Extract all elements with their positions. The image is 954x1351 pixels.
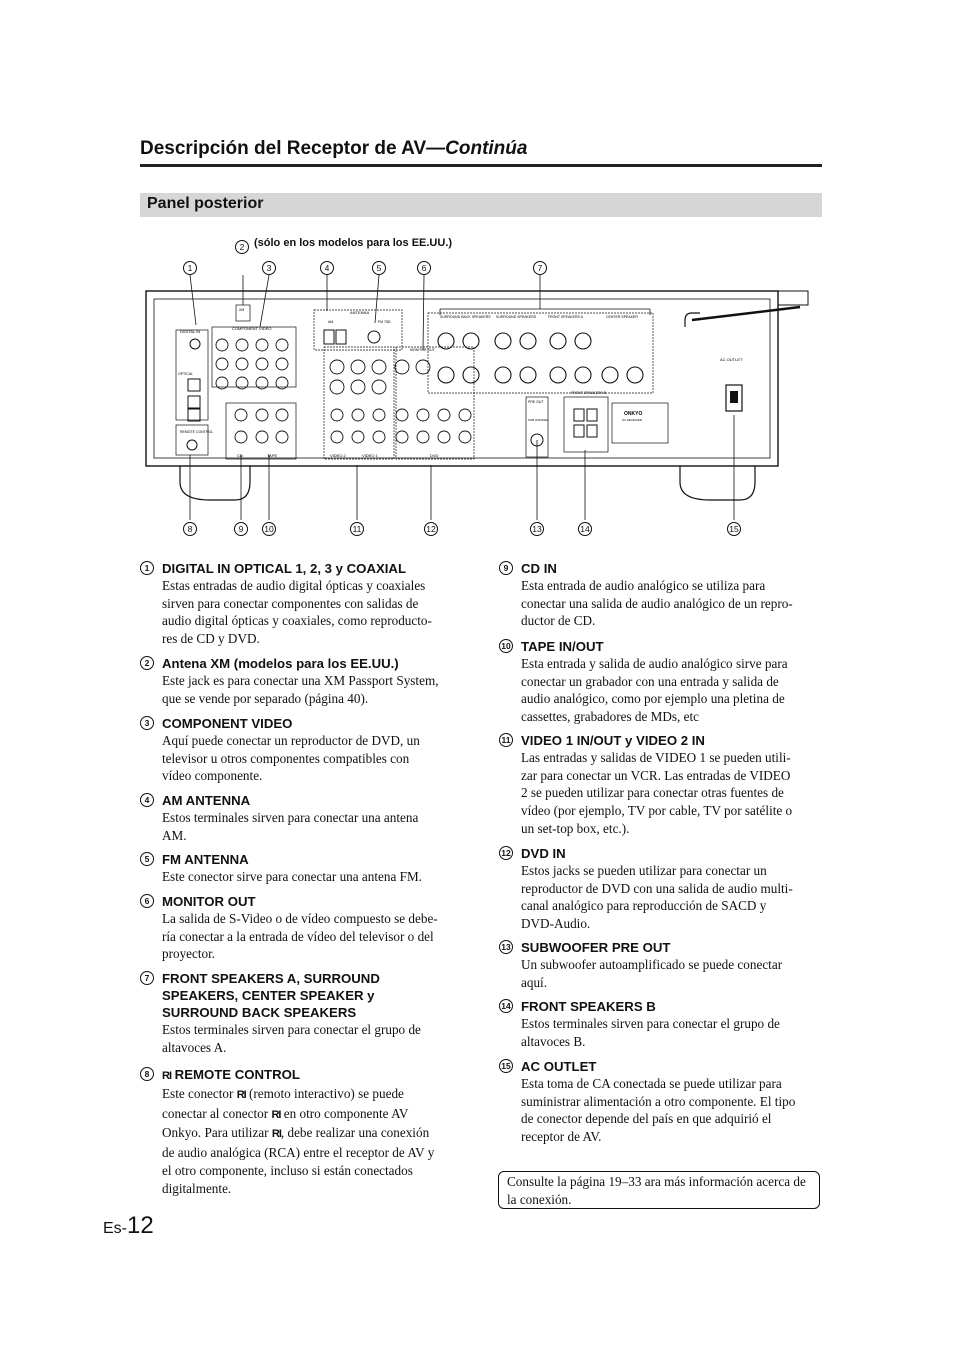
item-heading: AM ANTENNA — [162, 793, 251, 808]
label-monitor-out: MONITOR OUT — [410, 348, 435, 352]
callout-2-top: 2 — [235, 240, 249, 254]
label-surround-speakers: SURROUND SPEAKERS — [496, 315, 537, 319]
item-heading: FRONT SPEAKERS B — [521, 999, 656, 1014]
page-header-title — [140, 138, 527, 160]
item-num: 13 — [499, 940, 513, 954]
callout-8: 8 — [183, 522, 197, 536]
label-antenna: ANTENNA — [350, 310, 370, 315]
item-num: 14 — [499, 999, 513, 1013]
item-heading: Antena XM (modelos para los EE.UU.) — [162, 656, 399, 671]
item-heading: MONITOR OUT — [162, 894, 256, 909]
label-cd: CD — [237, 453, 243, 458]
item-body: Las entradas y salidas de VIDEO 1 se pueden utili-zar para conectar un VCR. Las entradas de VIDEO 2 se pueden utilizar para conectar otras fuentes de vídeo (por ejemplo, TV por cable, TV por satélite o un set-top box, etc.). — [521, 750, 793, 836]
label-xm: XM — [239, 308, 245, 312]
item-body: Esta entrada de audio analógico se utiliza para conectar una salida de audio analógico de un repro-ductor de CD. — [521, 578, 793, 629]
item-body: Esta toma de CA conectada se puede utilizar para suministrar alimentación a otro componente. El tipo de conector depende del país en que adquirió el receptor de AV. — [521, 1076, 796, 1145]
callout-12: 12 — [424, 522, 438, 536]
item8-body-part: en otro componente AV Onkyo. Para utilizar — [162, 1105, 409, 1141]
item-heading: TAPE IN/OUT — [521, 639, 604, 654]
item-num: 11 — [499, 733, 513, 747]
item-heading: AC OUTLET — [521, 1059, 597, 1074]
item-body: Aquí puede conectar un reproductor de DVD, un televisor u otros componentes compatibles con vídeo componente. — [162, 733, 420, 784]
label-remote-control: REMOTE CONTROL — [180, 430, 214, 434]
ri-icon: RI — [271, 1108, 281, 1121]
item-num: 10 — [499, 639, 513, 653]
item-15 — [499, 1058, 799, 1146]
item-heading: FM ANTENNA — [162, 852, 249, 867]
rear-panel-diagram — [140, 275, 820, 520]
item-4 — [140, 792, 440, 844]
callout-10: 10 — [262, 522, 276, 536]
ri-icon: RI — [162, 1070, 171, 1082]
label-tape: TAPE — [267, 453, 278, 458]
callout-5: 5 — [372, 261, 386, 275]
header-title-text: Descripción del Receptor de AV — [140, 138, 427, 159]
us-only-note: (sólo en los modelos para los EE.UU.) — [254, 237, 453, 249]
callout-9: 9 — [234, 522, 248, 536]
label-front-a: FRONT SPEAKERS A — [548, 315, 583, 319]
item-heading: FRONT SPEAKERS A, SURROUND SPEAKERS, CENTER SPEAKER y SURROUND BACK SPEAKERS — [162, 971, 380, 1020]
item-num: 3 — [140, 716, 154, 730]
page-prefix: Es- — [103, 1220, 127, 1237]
item-12 — [499, 845, 799, 933]
label-fm: FM 75Ω — [378, 320, 391, 324]
page-number-value: 12 — [127, 1212, 154, 1239]
header-continues: —Continúa — [426, 138, 528, 159]
item-5 — [140, 851, 440, 886]
item-num: 8 — [140, 1067, 154, 1081]
item8-body-part: (remoto interactivo) se puede conectar al conector — [162, 1086, 404, 1121]
connection-note-box: Consulte la página 19–33 ara más información acerca de la conexión. — [498, 1171, 820, 1209]
item-heading: SUBWOOFER PRE OUT — [521, 940, 671, 955]
item-10 — [499, 638, 799, 726]
item-body: Estos terminales sirven para conectar una antena AM. — [162, 810, 419, 843]
item-num: 12 — [499, 846, 513, 860]
ri-icon: RI — [271, 1128, 281, 1141]
label-model: AV RECEIVER — [622, 418, 642, 422]
item-9 — [499, 560, 799, 630]
callout-14: 14 — [578, 522, 592, 536]
label-center-speaker: CENTER SPEAKER — [606, 315, 638, 319]
label-brand: ONKYO — [624, 411, 643, 417]
item-3 — [140, 715, 440, 785]
page-number — [103, 1212, 154, 1240]
item-num: 6 — [140, 894, 154, 908]
item-14 — [499, 998, 799, 1050]
item-1 — [140, 560, 440, 648]
item8-body-part: , debe realizar una conexión de audio analógica (RCA) entre el receptor de AV y el otro componente, incluso si están conectados digitalmente. — [162, 1125, 435, 1196]
section-title: Panel posterior — [147, 195, 264, 212]
label-sb-speakers: SURROUND BACK SPEAKERS — [440, 315, 491, 319]
item-heading: DIGITAL IN OPTICAL 1, 2, 3 y COAXIAL — [162, 561, 407, 576]
label-video1: VIDEO 1 — [362, 453, 378, 458]
item-7 — [140, 970, 440, 1056]
header-rule — [140, 164, 822, 167]
item-8 — [140, 1066, 440, 1197]
item-body: Este conector sirve para conectar una antena FM. — [162, 869, 422, 884]
callout-6: 6 — [417, 261, 431, 275]
item-body: Estos terminales sirven para conectar el grupo de altavoces A. — [162, 1022, 421, 1055]
item-body: La salida de S-Video o de vídeo compuesto se debe-ría conectar a la entrada de vídeo del televisor o del proyector. — [162, 911, 438, 962]
item-body: Un subwoofer autoamplificado se puede conectar aquí. — [521, 957, 783, 990]
label-dvd: DVD — [430, 453, 439, 458]
callout-13: 13 — [530, 522, 544, 536]
label-ac-outlet: AC OUTLET — [720, 357, 743, 362]
callout-15: 15 — [727, 522, 741, 536]
callout-7: 7 — [533, 261, 547, 275]
callout-4: 4 — [320, 261, 334, 275]
item-num: 7 — [140, 971, 154, 985]
callout-1: 1 — [183, 261, 197, 275]
item-body: Esta entrada y salida de audio analógico sirve para conectar un grabador con una entrada y salida de audio analógico, como por ejemplo una pletina de cassettes, grabadores de MDs, etc — [521, 656, 788, 725]
label-subwoofer: SUB WOOFER — [528, 418, 549, 422]
label-component-video: COMPONENT VIDEO — [232, 326, 272, 331]
label-optical: OPTICAL — [178, 372, 193, 376]
label-am: AM — [328, 320, 334, 324]
item8-body-part: Este conector — [162, 1086, 234, 1101]
label-pre-out: PRE OUT — [528, 400, 544, 404]
item-body: Estos terminales sirven para conectar el grupo de altavoces B. — [521, 1016, 780, 1049]
item-heading: CD IN — [521, 561, 557, 576]
item-heading: COMPONENT VIDEO — [162, 716, 293, 731]
item-num: 15 — [499, 1059, 513, 1073]
callout-3: 3 — [262, 261, 276, 275]
item-6 — [140, 893, 440, 963]
label-front-b: FRONT SPEAKERS B — [571, 391, 607, 395]
item-num: 4 — [140, 793, 154, 807]
item-heading: VIDEO 1 IN/OUT y VIDEO 2 IN — [521, 733, 705, 748]
item-body: Este jack es para conectar una XM Passport System, que se vende por separado (página 40). — [162, 673, 439, 706]
item-body: Estas entradas de audio digital ópticas y coaxiales sirven para conectar componentes con salidas de audio digital ópticas y coaxiales, como reproducto-res de CD y DVD. — [162, 578, 432, 647]
item-11 — [499, 732, 799, 838]
item-num: 9 — [499, 561, 513, 575]
item-body: Estos jacks se pueden utilizar para conectar un reproductor de DVD con una salida de audio multi-canal analógico para reproducción de SACD y DVD-Audio. — [521, 863, 793, 932]
label-video2: VIDEO 2 — [330, 453, 346, 458]
item-heading: DVD IN — [521, 846, 566, 861]
ri-icon: RI — [236, 1089, 246, 1101]
callout-11: 11 — [350, 522, 364, 536]
item-body — [162, 1085, 440, 1197]
item-2 — [140, 655, 440, 707]
item-num: 5 — [140, 852, 154, 866]
label-digital-in: DIGITAL IN — [180, 329, 201, 334]
item-13 — [499, 939, 799, 991]
item-num: 1 — [140, 561, 154, 575]
item-heading: REMOTE CONTROL — [174, 1067, 300, 1082]
item-num: 2 — [140, 656, 154, 670]
